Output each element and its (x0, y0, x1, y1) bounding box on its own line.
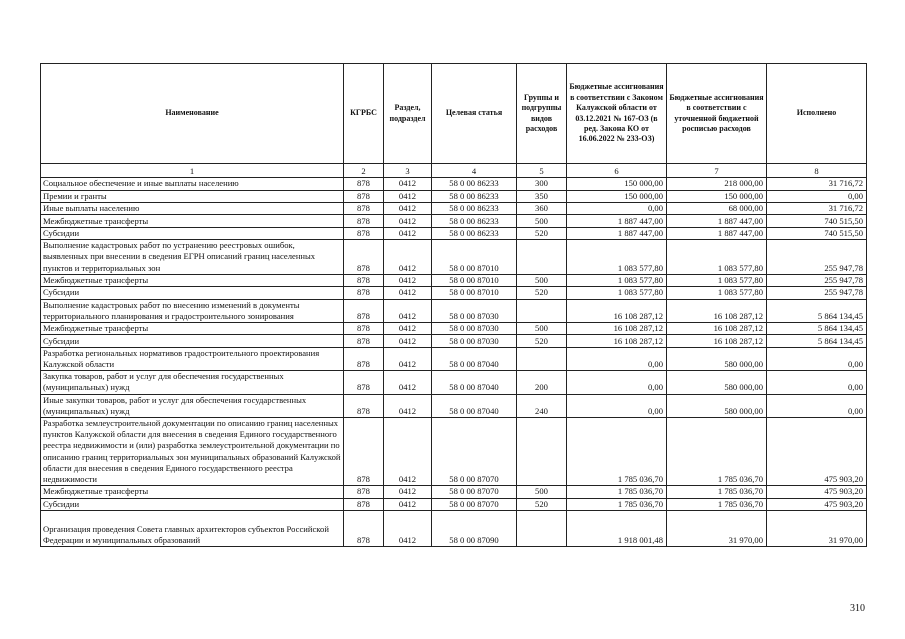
row-target: 58 0 00 87070 (432, 417, 517, 485)
row-group: 500 (517, 215, 567, 227)
row-group: 240 (517, 394, 567, 417)
row-razdel: 0412 (384, 299, 432, 322)
row-razdel: 0412 (384, 240, 432, 275)
column-number: 6 (567, 164, 667, 178)
row-refined: 31 970,00 (667, 510, 767, 546)
row-executed: 0,00 (767, 347, 867, 370)
table-row (41, 227, 867, 239)
row-kgrbs: 878 (344, 190, 384, 202)
row-executed: 255 947,78 (767, 287, 867, 299)
row-budget: 1 785 036,70 (567, 417, 667, 485)
row-razdel: 0412 (384, 510, 432, 546)
row-target: 58 0 00 87010 (432, 240, 517, 275)
row-group: 520 (517, 287, 567, 299)
document-page (40, 63, 866, 547)
row-refined: 1 785 036,70 (667, 486, 767, 498)
row-executed: 475 903,20 (767, 486, 867, 498)
row-executed: 5 864 134,45 (767, 335, 867, 347)
row-group: 500 (517, 322, 567, 334)
row-executed: 5 864 134,45 (767, 299, 867, 322)
row-target: 58 0 00 87040 (432, 394, 517, 417)
col-header-group: Группы и подгруппы видов расходов (517, 64, 567, 164)
row-target: 58 0 00 86233 (432, 215, 517, 227)
row-target: 58 0 00 87090 (432, 510, 517, 546)
row-razdel: 0412 (384, 486, 432, 498)
row-executed: 740 515,50 (767, 227, 867, 239)
row-executed: 475 903,20 (767, 498, 867, 510)
row-budget: 150 000,00 (567, 178, 667, 190)
table-row (41, 335, 867, 347)
row-razdel: 0412 (384, 190, 432, 202)
row-budget: 1 785 036,70 (567, 486, 667, 498)
row-budget: 1 887 447,00 (567, 215, 667, 227)
row-name: Выполнение кадастровых работ по устранению реестровых ошибок, выявленных при внесении в сведения ЕГРН описаний границ населенных пунктов и территориальных зон (41, 240, 344, 275)
col-header-refined: Бюджетные ассигнования в соответствии с уточненной бюджетной росписью расходов (667, 64, 767, 164)
row-refined: 1 887 447,00 (667, 227, 767, 239)
table-row (41, 240, 867, 275)
table-row (41, 299, 867, 322)
column-number: 2 (344, 164, 384, 178)
row-group: 520 (517, 227, 567, 239)
row-razdel: 0412 (384, 347, 432, 370)
row-name: Субсидии (41, 498, 344, 510)
row-name: Премии и гранты (41, 190, 344, 202)
row-refined: 1 083 577,80 (667, 240, 767, 275)
row-executed: 255 947,78 (767, 240, 867, 275)
row-kgrbs: 878 (344, 202, 384, 214)
header-row (41, 64, 867, 164)
row-name: Иные выплаты населению (41, 202, 344, 214)
row-refined: 1 785 036,70 (667, 498, 767, 510)
row-kgrbs: 878 (344, 215, 384, 227)
row-razdel: 0412 (384, 287, 432, 299)
row-group (517, 240, 567, 275)
row-kgrbs: 878 (344, 347, 384, 370)
row-budget: 0,00 (567, 371, 667, 394)
row-razdel: 0412 (384, 417, 432, 485)
row-refined: 150 000,00 (667, 190, 767, 202)
col-header-name: Наименование (41, 64, 344, 164)
row-refined: 218 000,00 (667, 178, 767, 190)
row-kgrbs: 878 (344, 299, 384, 322)
page-number: 310 (850, 603, 865, 614)
row-budget: 1 083 577,80 (567, 240, 667, 275)
table-row (41, 510, 867, 546)
row-name: Межбюджетные трансферты (41, 486, 344, 498)
row-group: 500 (517, 274, 567, 286)
row-executed: 740 515,50 (767, 215, 867, 227)
row-target: 58 0 00 87040 (432, 347, 517, 370)
table-row (41, 287, 867, 299)
table-row (41, 498, 867, 510)
col-header-budget: Бюджетные ассигнования в соответствии с Законом Калужской области от 03.12.2021 № 167-ОЗ (в ред. Закона КО от 16.06.2022 № 233-ОЗ) (567, 64, 667, 164)
row-razdel: 0412 (384, 498, 432, 510)
row-group: 520 (517, 498, 567, 510)
row-group (517, 510, 567, 546)
row-budget: 1 785 036,70 (567, 498, 667, 510)
row-name: Межбюджетные трансферты (41, 274, 344, 286)
row-refined: 1 887 447,00 (667, 215, 767, 227)
row-kgrbs: 878 (344, 417, 384, 485)
row-razdel: 0412 (384, 178, 432, 190)
row-budget: 1 887 447,00 (567, 227, 667, 239)
row-target: 58 0 00 87030 (432, 335, 517, 347)
row-razdel: 0412 (384, 202, 432, 214)
table-row (41, 202, 867, 214)
table-row (41, 322, 867, 334)
row-group (517, 417, 567, 485)
row-kgrbs: 878 (344, 287, 384, 299)
row-razdel: 0412 (384, 394, 432, 417)
row-budget: 0,00 (567, 394, 667, 417)
row-executed: 0,00 (767, 371, 867, 394)
row-razdel: 0412 (384, 227, 432, 239)
row-group: 360 (517, 202, 567, 214)
row-razdel: 0412 (384, 215, 432, 227)
column-number: 1 (41, 164, 344, 178)
row-target: 58 0 00 86233 (432, 190, 517, 202)
row-target: 58 0 00 87030 (432, 299, 517, 322)
row-name: Субсидии (41, 335, 344, 347)
row-refined: 1 083 577,80 (667, 287, 767, 299)
row-name: Межбюджетные трансферты (41, 322, 344, 334)
row-name: Выполнение кадастровых работ по внесению изменений в документы территориального планирования и градостроительного зонирования (41, 299, 344, 322)
row-executed: 31 970,00 (767, 510, 867, 546)
row-target: 58 0 00 87010 (432, 287, 517, 299)
table-row (41, 394, 867, 417)
row-executed: 255 947,78 (767, 274, 867, 286)
row-name: Иные закупки товаров, работ и услуг для обеспечения государственных (муниципальных) нужд (41, 394, 344, 417)
row-group (517, 299, 567, 322)
row-kgrbs: 878 (344, 498, 384, 510)
row-executed: 0,00 (767, 394, 867, 417)
row-razdel: 0412 (384, 335, 432, 347)
col-header-executed: Исполнено (767, 64, 867, 164)
row-group: 200 (517, 371, 567, 394)
row-budget: 16 108 287,12 (567, 322, 667, 334)
row-kgrbs: 878 (344, 178, 384, 190)
budget-table (40, 63, 867, 547)
row-budget: 1 083 577,80 (567, 287, 667, 299)
row-kgrbs: 878 (344, 240, 384, 275)
row-group: 520 (517, 335, 567, 347)
row-kgrbs: 878 (344, 322, 384, 334)
row-budget: 16 108 287,12 (567, 299, 667, 322)
column-number: 5 (517, 164, 567, 178)
row-kgrbs: 878 (344, 371, 384, 394)
row-kgrbs: 878 (344, 510, 384, 546)
row-refined: 68 000,00 (667, 202, 767, 214)
row-target: 58 0 00 87010 (432, 274, 517, 286)
row-executed: 475 903,20 (767, 417, 867, 485)
row-kgrbs: 878 (344, 335, 384, 347)
row-kgrbs: 878 (344, 274, 384, 286)
row-refined: 580 000,00 (667, 347, 767, 370)
row-budget: 0,00 (567, 202, 667, 214)
row-executed: 0,00 (767, 190, 867, 202)
row-refined: 16 108 287,12 (667, 299, 767, 322)
row-executed: 5 864 134,45 (767, 322, 867, 334)
row-name: Разработка землеустроительной документации по описанию границ населенных пунктов Калужской области для внесения в сведения Единого государственного реестра недвижимости и (или) разработка землеустроительной документации по описанию границ территориальных зон муниципальных образований Калужской области для внесения в сведения Единого государственного реестра недвижимости (41, 417, 344, 485)
row-refined: 16 108 287,12 (667, 322, 767, 334)
row-kgrbs: 878 (344, 394, 384, 417)
column-number: 4 (432, 164, 517, 178)
row-razdel: 0412 (384, 322, 432, 334)
table-row (41, 215, 867, 227)
column-number: 3 (384, 164, 432, 178)
row-target: 58 0 00 86233 (432, 202, 517, 214)
column-number-row (41, 164, 867, 178)
row-name: Социальное обеспечение и иные выплаты населению (41, 178, 344, 190)
table-row (41, 347, 867, 370)
row-target: 58 0 00 87030 (432, 322, 517, 334)
column-number: 7 (667, 164, 767, 178)
row-executed: 31 716,72 (767, 202, 867, 214)
row-kgrbs: 878 (344, 227, 384, 239)
row-group (517, 347, 567, 370)
table-body (41, 178, 867, 547)
row-refined: 16 108 287,12 (667, 335, 767, 347)
row-name: Организация проведения Совета главных архитекторов субъектов Российской Федерации и муниципальных образований (41, 510, 344, 546)
row-target: 58 0 00 86233 (432, 227, 517, 239)
table-row (41, 178, 867, 190)
row-target: 58 0 00 87070 (432, 498, 517, 510)
row-target: 58 0 00 87070 (432, 486, 517, 498)
row-budget: 16 108 287,12 (567, 335, 667, 347)
row-target: 58 0 00 87040 (432, 371, 517, 394)
row-name: Разработка региональных нормативов градостроительного проектирования Калужской области (41, 347, 344, 370)
row-budget: 1 918 001,48 (567, 510, 667, 546)
row-razdel: 0412 (384, 274, 432, 286)
col-header-kgrbs: КГРБС (344, 64, 384, 164)
table-row (41, 417, 867, 485)
col-header-target: Целевая статья (432, 64, 517, 164)
row-name: Субсидии (41, 227, 344, 239)
row-kgrbs: 878 (344, 486, 384, 498)
row-budget: 1 083 577,80 (567, 274, 667, 286)
row-target: 58 0 00 86233 (432, 178, 517, 190)
table-row (41, 486, 867, 498)
table-row (41, 190, 867, 202)
row-name: Межбюджетные трансферты (41, 215, 344, 227)
row-refined: 1 083 577,80 (667, 274, 767, 286)
row-group: 300 (517, 178, 567, 190)
row-name: Субсидии (41, 287, 344, 299)
row-budget: 150 000,00 (567, 190, 667, 202)
row-budget: 0,00 (567, 347, 667, 370)
row-refined: 1 785 036,70 (667, 417, 767, 485)
row-name: Закупка товаров, работ и услуг для обеспечения государственных (муниципальных) нужд (41, 371, 344, 394)
table-row (41, 274, 867, 286)
row-refined: 580 000,00 (667, 371, 767, 394)
row-group: 350 (517, 190, 567, 202)
row-executed: 31 716,72 (767, 178, 867, 190)
column-number: 8 (767, 164, 867, 178)
col-header-razdel: Раздел, подраздел (384, 64, 432, 164)
row-razdel: 0412 (384, 371, 432, 394)
table-row (41, 371, 867, 394)
row-refined: 580 000,00 (667, 394, 767, 417)
row-group: 500 (517, 486, 567, 498)
